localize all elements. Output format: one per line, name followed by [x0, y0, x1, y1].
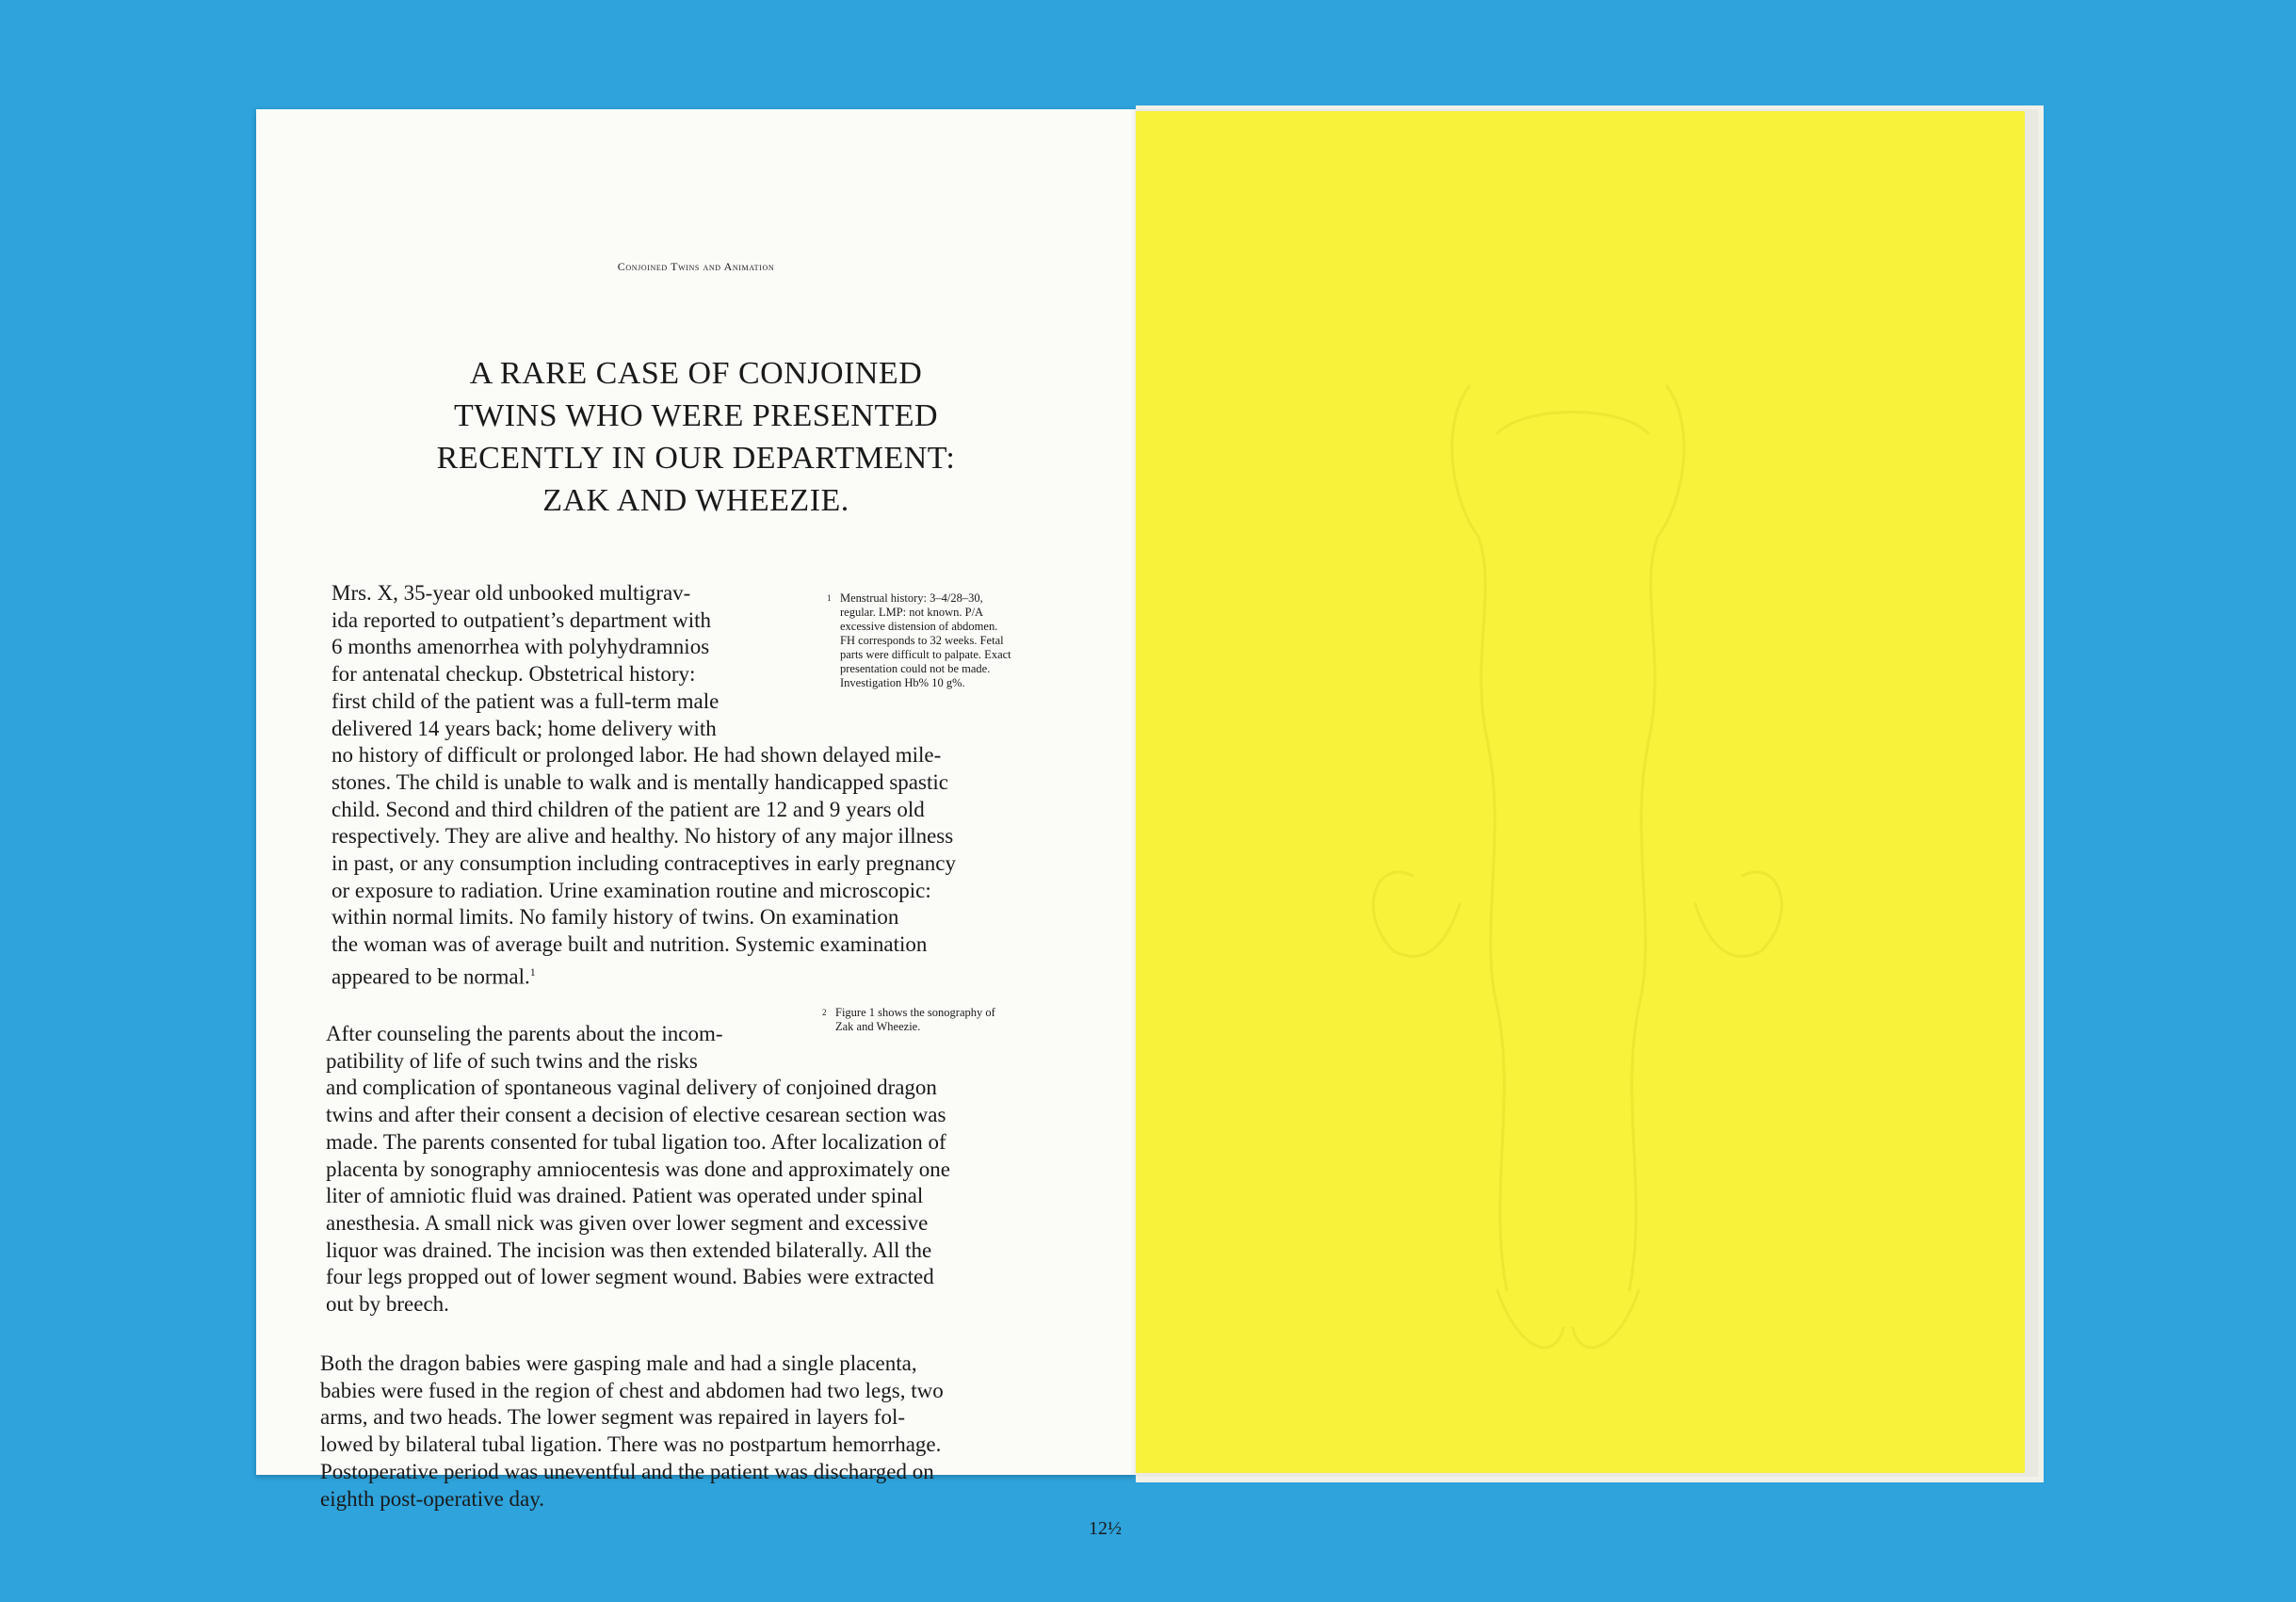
text-line: delivered 14 years back; home delivery with [331, 716, 717, 740]
footnote-line: Figure 1 shows the sonography of [835, 1006, 995, 1019]
text-line: babies were fused in the region of chest and abdomen had two legs, two [320, 1378, 944, 1402]
text-line: liquor was drained. The incision was then extended bilaterally. All the [326, 1238, 932, 1262]
paragraph-2 [326, 1021, 950, 1319]
page-number: 12½ [1089, 1518, 1122, 1539]
footnote-marker: 2 [822, 1008, 827, 1017]
footnote-1 [827, 591, 1011, 690]
text-line: ida reported to outpatient’s department with [331, 607, 712, 632]
text-line [331, 959, 956, 991]
left-page [256, 109, 1136, 1539]
show-through-illustration [1356, 348, 1799, 1403]
text-line: anesthesia. A small nick was given over lower segment and excessive [326, 1210, 929, 1235]
text-line: made. The parents consented for tubal ligation too. After localization of [326, 1129, 946, 1154]
running-head: Conjoined Twins and Animation [617, 260, 775, 273]
article-title [256, 352, 1136, 522]
text-line: four legs propped out of lower segment wound. Babies were extracted [326, 1265, 934, 1289]
footnote-line: Zak and Wheezie. [835, 1020, 921, 1033]
text-line: respectively. They are alive and healthy. No history of any major illness [331, 824, 954, 849]
text-line: Mrs. X, 35-year old unbooked multigrav- [331, 581, 691, 605]
text-line: out by breech. [326, 1292, 449, 1317]
footnote-ref-1: 1 [529, 964, 536, 979]
text-line: or exposure to radiation. Urine examination routine and microscopic: [331, 878, 931, 902]
text-line: for antenatal checkup. Obstetrical history: [331, 662, 696, 687]
title-line: A RARE CASE OF CONJOINED [469, 356, 923, 391]
footnote-line: presentation could not be made. [840, 662, 991, 675]
title-line: ZAK AND WHEEZIE. [542, 483, 849, 518]
text-line: stones. The child is unable to walk and is mentally handicapped spastic [331, 769, 948, 794]
text-line: placenta by sonography amniocentesis was done and approximately one [326, 1157, 950, 1181]
footnote-line: FH corresponds to 32 weeks. Fetal [840, 634, 1004, 647]
text-line: 6 months amenorrhea with polyhydramnios [331, 635, 710, 659]
text-line: and complication of spontaneous vaginal delivery of conjoined dragon [326, 1076, 937, 1100]
text-line: in past, or any consumption including contraceptives in early pregnancy [331, 851, 956, 876]
footnote-line: regular. LMP: not known. P/A [840, 606, 984, 619]
text-line: arms, and two heads. The lower segment was repaired in layers fol- [320, 1405, 906, 1430]
footnote-line: excessive distension of abdomen. [840, 620, 998, 633]
text-line: no history of difficult or prolonged labor. He had shown delayed mile- [331, 743, 942, 768]
title-line: RECENTLY IN OUR DEPARTMENT: [436, 441, 956, 476]
text-line-final: appeared to be normal. [331, 964, 530, 989]
text-line: first child of the patient was a full-term male [331, 688, 720, 713]
text-line: eighth post-operative day. [320, 1486, 545, 1511]
footnote-line: Investigation Hb% 10 g%. [840, 676, 965, 689]
footnote-line: Menstrual history: 3–4/28–30, [840, 591, 983, 605]
text-line: Both the dragon babies were gasping male and had a single placenta, [320, 1351, 917, 1375]
footnote-marker: 1 [827, 593, 832, 603]
text-line: within normal limits. No family history of twins. On examination [331, 905, 899, 930]
paragraph-3 [320, 1351, 944, 1513]
text-line: child. Second and third children of the patient are 12 and 9 years old [331, 797, 925, 821]
title-line: TWINS WHO WERE PRESENTED [453, 398, 939, 433]
text-line: patibility of life of such twins and the risks [326, 1048, 698, 1073]
footnote-line: parts were difficult to palpate. Exact [840, 648, 1011, 661]
text-line: Postoperative period was uneventful and the patient was discharged on [320, 1459, 934, 1483]
text-line: the woman was of average built and nutrition. Systemic examination [331, 932, 928, 957]
text-line: liter of amniotic fluid was drained. Patient was operated under spinal [326, 1184, 924, 1208]
text-line: lowed by bilateral tubal ligation. There was no postpartum hemorrhage. [320, 1432, 942, 1457]
text-line: After counseling the parents about the incom- [326, 1022, 723, 1045]
text-line: twins and after their consent a decision of elective cesarean section was [326, 1103, 946, 1127]
